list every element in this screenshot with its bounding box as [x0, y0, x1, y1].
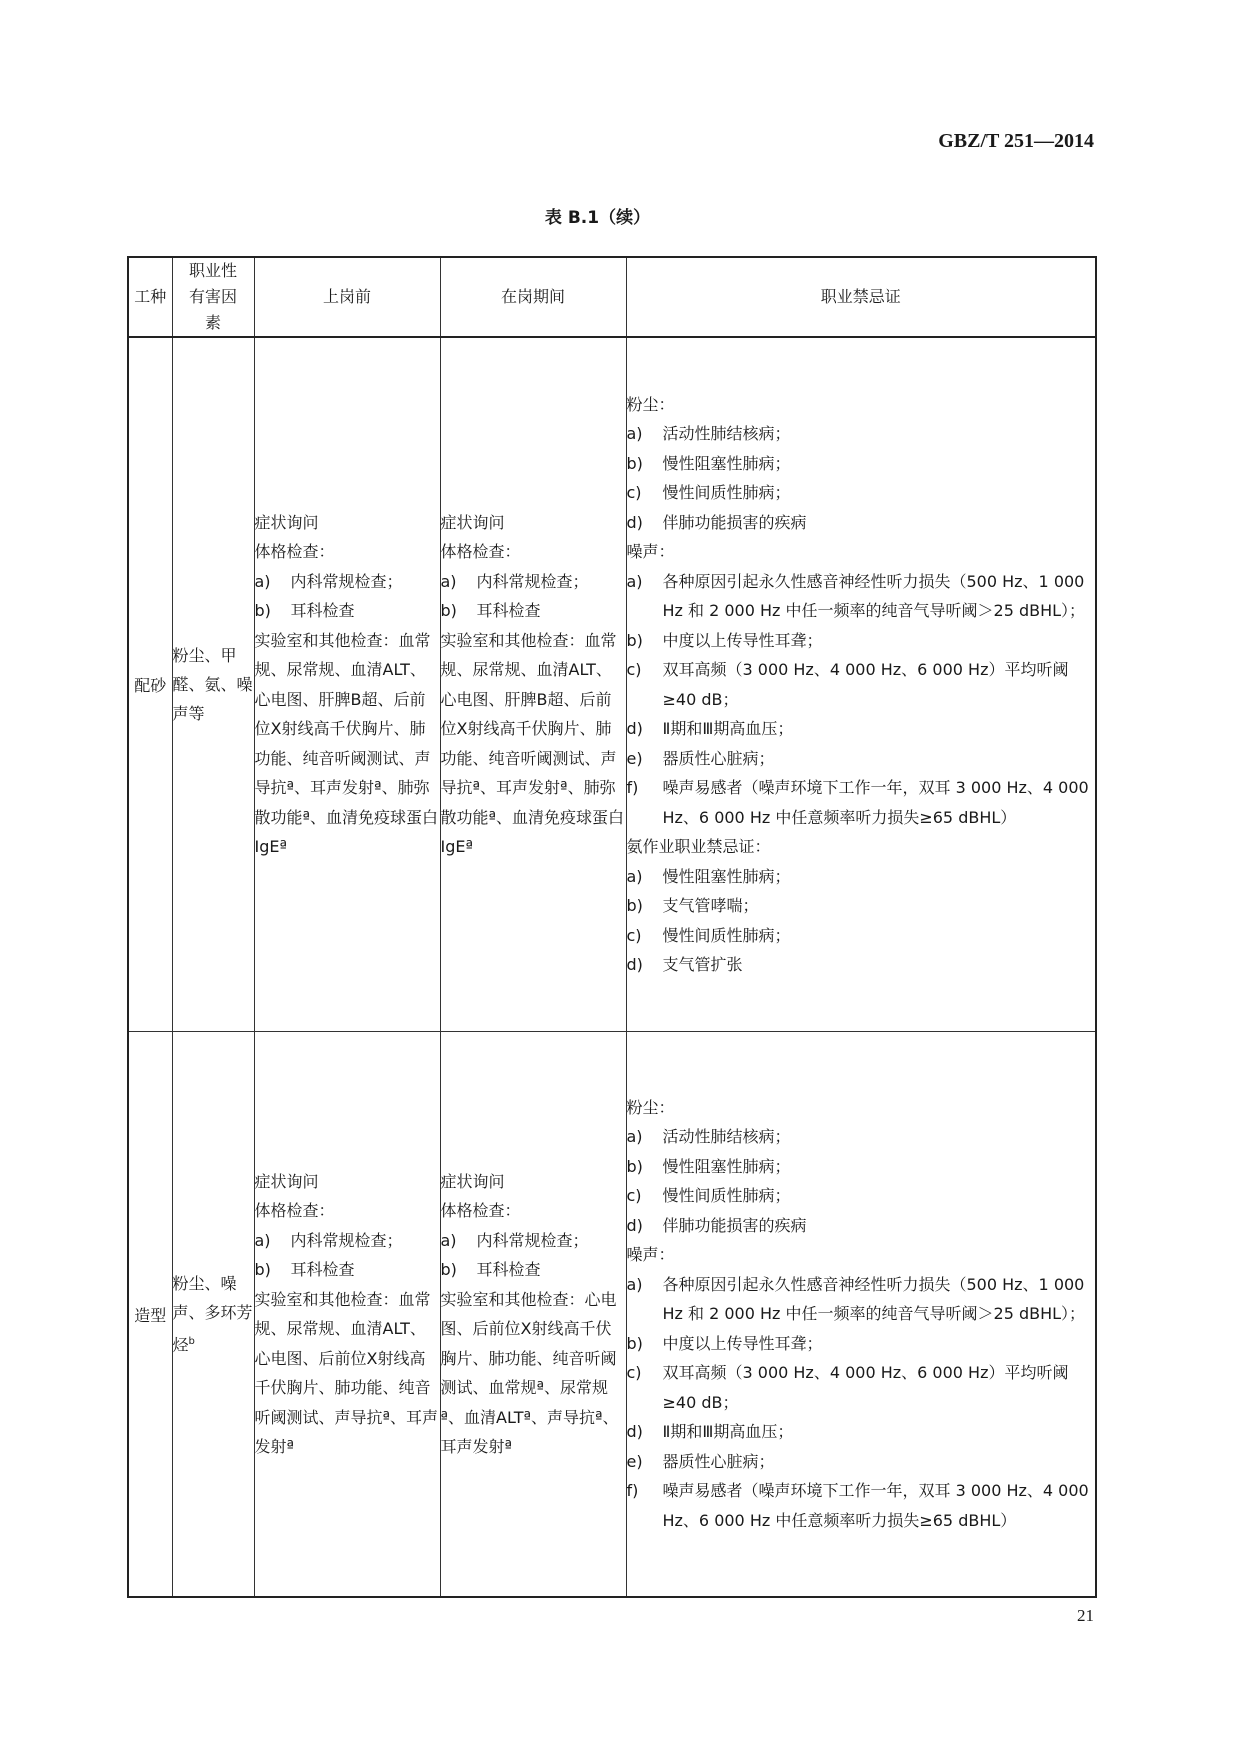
item-mark: c) [626, 483, 642, 502]
contraindications-cell [626, 1032, 1096, 1598]
item-mark: e) [626, 1451, 643, 1471]
item-text: 中度以上传导性耳聋； [662, 630, 823, 650]
item-text: 慢性间质性肺病； [662, 483, 791, 502]
item-mark: a) [626, 424, 643, 443]
list-item [255, 596, 440, 626]
job-cell: 配砂 [128, 337, 172, 1032]
list-item [627, 1122, 1096, 1152]
list-item [627, 1447, 1096, 1477]
item-mark: b) [440, 601, 457, 620]
list-item [627, 508, 1096, 538]
list-item [441, 1226, 626, 1256]
group-title: 氨作业职业禁忌证： [626, 837, 771, 856]
list-item [627, 1417, 1096, 1447]
item-mark: b) [626, 896, 643, 915]
list-item [627, 1181, 1096, 1211]
item-mark: a) [440, 1230, 457, 1250]
item-mark: d) [626, 1215, 643, 1235]
list-item [627, 950, 1096, 980]
item-text: 双耳高频（3 000 Hz、4 000 Hz、6 000 Hz）平均听阈≥40 dB； [662, 1363, 1069, 1412]
factor-text: 粉尘、噪声、多环芳烃 [172, 1273, 253, 1355]
list-item [627, 1152, 1096, 1182]
list-item [627, 626, 1096, 656]
on-duty-cell [440, 337, 626, 1032]
list-item [627, 714, 1096, 744]
item-text: 中度以上传导性耳聋； [662, 1333, 823, 1353]
column-header-job: 工种 [128, 257, 172, 337]
item-mark: f) [626, 778, 639, 797]
table-row [128, 337, 1096, 1032]
column-header-pre-employment: 上岗前 [254, 257, 440, 337]
item-mark: b) [626, 453, 643, 473]
exam-line: 体格检查： [254, 542, 335, 561]
item-mark: b) [626, 1333, 643, 1353]
column-header-factor: 职业性有害因素 [172, 257, 254, 337]
group-title: 噪声： [626, 1245, 675, 1265]
item-mark: b) [254, 601, 271, 620]
exam-line: 体格检查： [440, 1201, 521, 1220]
item-mark: b) [254, 1260, 271, 1279]
contraindications-cell [626, 337, 1096, 1032]
item-text: 耳科检查 [476, 601, 541, 620]
list-item [627, 862, 1096, 892]
exam-line: 症状询问 [254, 1171, 319, 1191]
group-title: 粉尘： [626, 394, 675, 414]
list-item [627, 1211, 1096, 1241]
group-title: 噪声： [626, 542, 675, 561]
list-item [627, 1476, 1096, 1535]
item-mark: f) [626, 1481, 639, 1501]
factor-cell [172, 1032, 254, 1598]
item-mark: a) [626, 571, 643, 591]
item-text: 内科常规检查； [476, 571, 589, 591]
list-item [255, 567, 440, 597]
item-mark: b) [626, 630, 643, 650]
list-item [255, 1255, 440, 1285]
item-text: 耳科检查 [290, 601, 355, 620]
list-item [627, 655, 1096, 714]
item-text: 慢性阻塞性肺病； [662, 1156, 791, 1176]
job-cell: 造型 [128, 1032, 172, 1598]
exam-line: 症状询问 [254, 512, 319, 532]
item-mark: a) [626, 1127, 643, 1147]
list-item [441, 596, 626, 626]
list-item [441, 1255, 626, 1285]
item-text: 内科常规检查； [290, 1230, 403, 1250]
column-header-contraindications: 职业禁忌证 [626, 257, 1096, 337]
list-item [255, 1226, 440, 1256]
item-mark: b) [626, 1156, 643, 1176]
item-text: 噪声易感者（噪声环境下工作一年，双耳 3 000 Hz、4 000 Hz、6 000 Hz 中任意频率听力损失≥65 dBHL） [662, 778, 1089, 827]
item-text: 各种原因引起永久性感音神经性听力损失（500 Hz、1 000 Hz 和 2 000 Hz 中任一频率的纯音气导听阈＞25 dBHL）； [662, 1274, 1086, 1324]
list-item [627, 1329, 1096, 1359]
occupational-health-table [127, 256, 1097, 1598]
lab-exam-text: 实验室和其他检查：血常规、尿常规、血清ALT、心电图、肝脾B超、后前位X射线高千伏胸片、肺功能、纯音听阈测试、声导抗ª、耳声发射ª、肺弥散功能ª、血清免疫球蛋白IgEª [254, 630, 439, 856]
item-mark: d) [626, 512, 643, 532]
item-mark: d) [626, 1422, 643, 1442]
item-mark: a) [254, 1230, 271, 1250]
item-mark: c) [626, 660, 642, 679]
list-item [627, 1270, 1096, 1329]
item-text: 活动性肺结核病； [662, 1127, 791, 1147]
lab-exam-text: 实验室和其他检查：心电图、后前位X射线高千伏胸片、肺功能、纯音听阈测试、血常规ª、尿常规ª、血清ALTª、声导抗ª、耳声发射ª [440, 1289, 619, 1456]
list-item [627, 921, 1096, 951]
item-text: Ⅱ期和Ⅲ期高血压； [662, 1422, 794, 1442]
factor-cell: 粉尘、甲醛、氨、噪声等 [172, 337, 254, 1032]
item-mark: d) [626, 719, 643, 738]
item-text: 支气管扩张 [662, 955, 743, 974]
document-code: GBZ/T 251—2014 [938, 130, 1094, 152]
lab-exam-text: 实验室和其他检查：血常规、尿常规、血清ALT、心电图、肝脾B超、后前位X射线高千伏胸片、肺功能、纯音听阈测试、声导抗ª、耳声发射ª、肺弥散功能ª、血清免疫球蛋白IgEª [440, 630, 625, 856]
item-mark: c) [626, 925, 642, 945]
exam-line: 症状询问 [440, 512, 505, 532]
item-mark: a) [440, 571, 457, 591]
item-text: 活动性肺结核病； [662, 424, 791, 443]
item-mark: b) [440, 1260, 457, 1279]
item-text: 器质性心脏病； [662, 1451, 775, 1471]
group-title: 粉尘： [626, 1097, 675, 1117]
exam-line: 症状询问 [440, 1171, 505, 1191]
item-text: 器质性心脏病； [662, 748, 775, 768]
list-item [441, 567, 626, 597]
page-number: 21 [1077, 1606, 1094, 1625]
list-item [627, 567, 1096, 626]
item-text: 各种原因引起永久性感音神经性听力损失（500 Hz、1 000 Hz 和 2 000 Hz 中任一频率的纯音气导听阈＞25 dBHL）； [662, 571, 1086, 620]
item-text: 慢性阻塞性肺病； [662, 866, 791, 886]
list-item [627, 891, 1096, 921]
item-mark: d) [626, 955, 643, 974]
item-text: 耳科检查 [476, 1260, 541, 1279]
list-item [627, 744, 1096, 774]
table-row [128, 1032, 1096, 1598]
exam-line: 体格检查： [254, 1201, 335, 1220]
item-text: 耳科检查 [290, 1260, 355, 1279]
pre-employment-cell [254, 337, 440, 1032]
lab-exam-text: 实验室和其他检查：血常规、尿常规、血清ALT、心电图、后前位X射线高千伏胸片、肺功能、纯音听阈测试、声导抗ª、耳声发射ª [254, 1289, 439, 1456]
list-item [627, 419, 1096, 449]
pre-employment-cell [254, 1032, 440, 1598]
item-text: 慢性间质性肺病； [662, 1186, 791, 1206]
on-duty-cell [440, 1032, 626, 1598]
item-mark: e) [626, 748, 643, 768]
item-mark: a) [254, 571, 271, 591]
item-mark: c) [626, 1186, 642, 1206]
list-item [627, 1358, 1096, 1417]
item-text: 伴肺功能损害的疾病 [662, 1215, 807, 1235]
item-text: 伴肺功能损害的疾病 [662, 512, 807, 532]
table-header-row [128, 257, 1096, 337]
item-text: 内科常规检查； [290, 571, 403, 591]
table-caption: 表 B.1（续） [544, 208, 651, 228]
item-text: 慢性间质性肺病； [662, 925, 791, 945]
column-header-on-duty: 在岗期间 [440, 257, 626, 337]
item-mark: a) [626, 1274, 643, 1294]
item-text: 内科常规检查； [476, 1230, 589, 1250]
list-item [627, 773, 1096, 832]
exam-line: 体格检查： [440, 542, 521, 561]
footnote-marker: b [188, 1335, 195, 1347]
list-item [627, 449, 1096, 479]
item-text: 双耳高频（3 000 Hz、4 000 Hz、6 000 Hz）平均听阈≥40 dB； [662, 660, 1069, 709]
item-text: 慢性阻塞性肺病； [662, 453, 791, 473]
item-text: 支气管哮喘； [662, 896, 759, 915]
item-text: Ⅱ期和Ⅲ期高血压； [662, 719, 794, 738]
item-mark: c) [626, 1363, 642, 1383]
item-mark: a) [626, 866, 643, 886]
item-text: 噪声易感者（噪声环境下工作一年，双耳 3 000 Hz、4 000 Hz、6 000 Hz 中任意频率听力损失≥65 dBHL） [662, 1481, 1089, 1530]
list-item [627, 478, 1096, 508]
